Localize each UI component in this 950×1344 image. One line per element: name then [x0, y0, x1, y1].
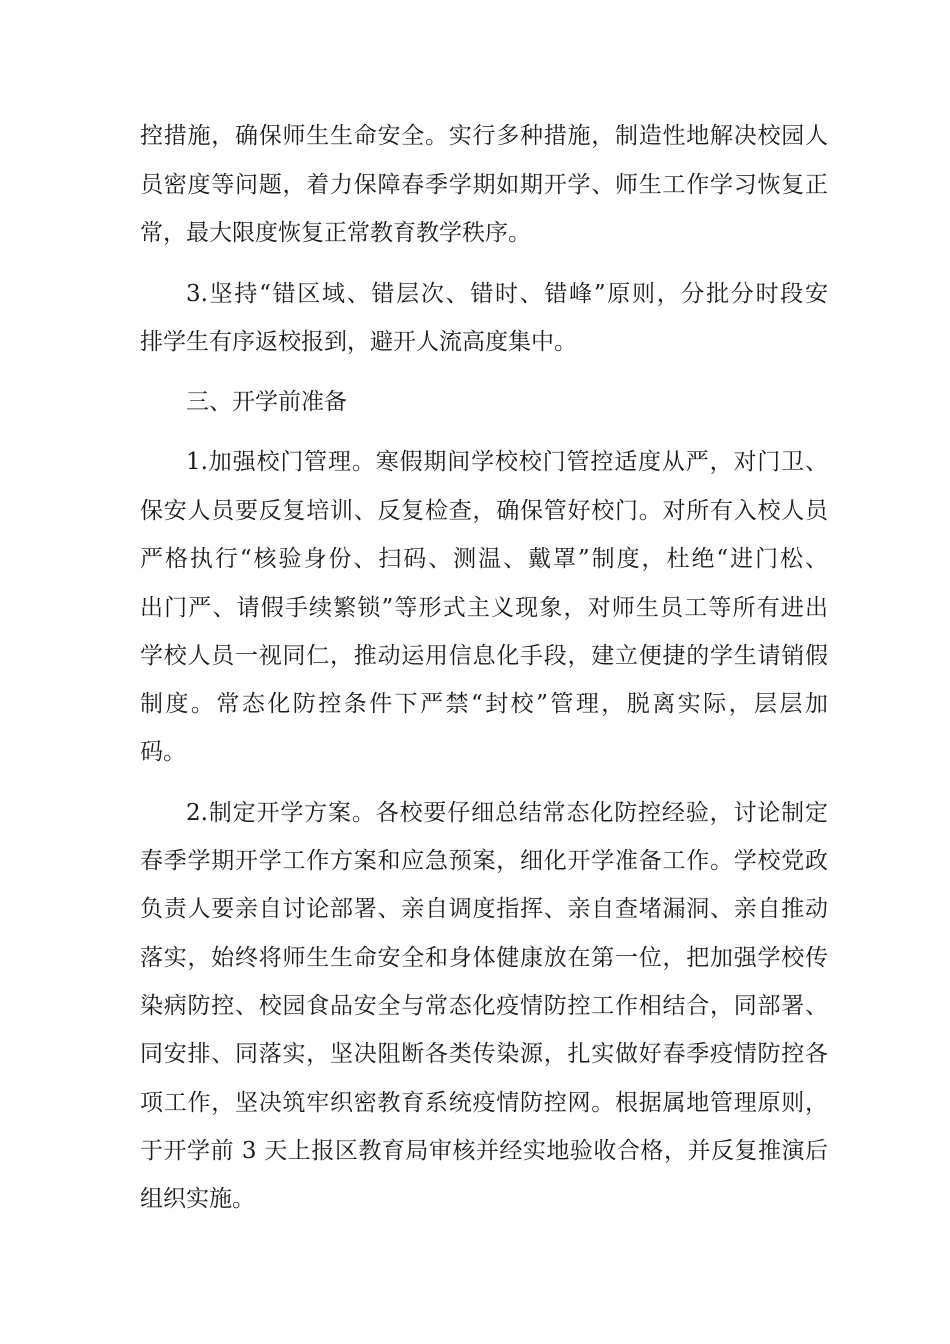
text-line: [0, 544, 950, 574]
text-line-content: 项工作，坚决筑牢织密教育系统疫情防控网。根据属地管理原则，: [140, 1090, 828, 1116]
text-line-content: 制度。常态化防控条件下严禁“封校”管理，脱离实际，层层加: [140, 691, 828, 717]
text-line: [0, 991, 950, 1021]
text-line-content: 严格执行“核验身份、扫码、测温、戴罩”制度，杜绝“进门松、: [140, 546, 828, 572]
text-line-content: 出门严、请假手续繁锁”等形式主义现象，对师生员工等所有进出: [140, 595, 828, 621]
text-line: [0, 121, 950, 151]
text-line: [0, 1136, 950, 1166]
text-line: [0, 689, 950, 719]
text-line-content: 常，最大限度恢复正常教育教学秩序。: [140, 220, 531, 246]
text-line-content: 于开学前 3 天上报区教育局审核并经实地验收合格，并反复推演后: [140, 1138, 828, 1164]
text-line: [0, 798, 950, 828]
text-line: [0, 1039, 950, 1069]
text-line: [0, 894, 950, 924]
text-line-content: 染病防控、校园食品安全与常态化疫情防控工作相结合，同部署、: [140, 993, 828, 1019]
text-line: [0, 737, 950, 767]
text-line-content: 负责人要亲自讨论部署、亲自调度指挥、亲自查堵漏洞、亲自推动: [140, 896, 828, 922]
text-line: [0, 846, 950, 876]
text-line-content: 员密度等问题，着力保障春季学期如期开学、师生工作学习恢复正: [140, 172, 828, 198]
text-line-content: 3.坚持“错区域、错层次、错时、错峰”原则，分批分时段安: [186, 281, 828, 307]
text-line-content: 排学生有序返校报到，避开人流高度集中。: [140, 329, 577, 355]
text-line-content: 2.制定开学方案。各校要仔细总结常态化防控经验，讨论制定: [186, 800, 828, 826]
text-line-content: 保安人员要反复培训、反复检查，确保管好校门。对所有入校人员: [140, 498, 828, 524]
text-line: [0, 1088, 950, 1118]
text-line: [0, 447, 950, 477]
text-line: [0, 496, 950, 526]
text-line-content: 落实，始终将师生生命安全和身体健康放在第一位，把加强学校传: [140, 945, 828, 971]
text-line: [0, 641, 950, 671]
text-line: [0, 1184, 950, 1214]
text-line-content: 1.加强校门管理。寒假期间学校校门管控适度从严，对门卫、: [186, 449, 828, 475]
section-heading-text: 三、开学前准备: [186, 389, 347, 415]
text-line-content: 码。: [140, 739, 186, 765]
text-line-content: 同安排、同落实，坚决阻断各类传染源，扎实做好春季疫情防控各: [140, 1041, 828, 1067]
text-line: [0, 327, 950, 357]
text-line-content: 组织实施。: [140, 1186, 255, 1212]
text-line: [0, 593, 950, 623]
text-line-content: 学校人员一视同仁，推动运用信息化手段，建立便捷的学生请销假: [140, 643, 828, 669]
section-heading: [0, 387, 950, 417]
text-line: [0, 170, 950, 200]
text-line: [0, 218, 950, 248]
text-line: [0, 279, 950, 309]
text-line-content: 春季学期开学工作方案和应急预案，细化开学准备工作。学校党政: [140, 848, 828, 874]
text-line: [0, 943, 950, 973]
text-line-content: 控措施，确保师生生命安全。实行多种措施，制造性地解决校园人: [140, 123, 828, 149]
